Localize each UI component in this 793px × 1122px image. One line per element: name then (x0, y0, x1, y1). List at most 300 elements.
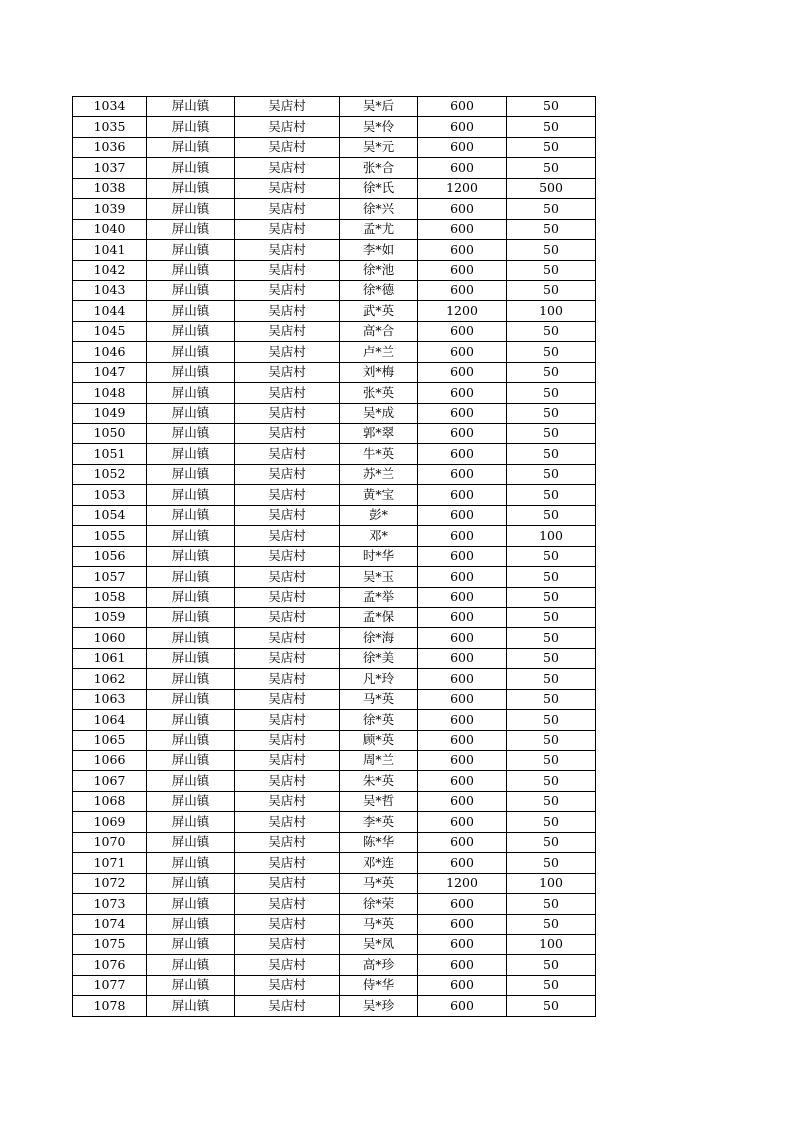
cell-name: 孟*保 (340, 607, 418, 627)
cell-subsidy: 100 (507, 934, 596, 954)
table-row (73, 342, 596, 362)
cell-index: 1046 (73, 342, 147, 362)
cell-amount: 600 (418, 669, 507, 689)
cell-town: 屏山镇 (147, 607, 235, 627)
table-row (73, 383, 596, 403)
table-row (73, 362, 596, 382)
cell-amount: 600 (418, 464, 507, 484)
table-row (73, 996, 596, 1016)
cell-name: 周*兰 (340, 751, 418, 771)
table-row (73, 526, 596, 546)
cell-village: 吴店村 (235, 158, 340, 178)
table-row (73, 158, 596, 178)
cell-town: 屏山镇 (147, 424, 235, 444)
cell-name: 吴*珍 (340, 996, 418, 1016)
cell-amount: 600 (418, 791, 507, 811)
cell-name: 武*英 (340, 301, 418, 321)
table-row (73, 832, 596, 852)
cell-name: 顾*英 (340, 730, 418, 750)
cell-town: 屏山镇 (147, 587, 235, 607)
cell-amount: 600 (418, 996, 507, 1016)
cell-subsidy: 50 (507, 158, 596, 178)
cell-amount: 600 (418, 137, 507, 157)
cell-name: 吴*后 (340, 97, 418, 117)
cell-subsidy: 50 (507, 546, 596, 566)
cell-town: 屏山镇 (147, 342, 235, 362)
cell-village: 吴店村 (235, 403, 340, 423)
cell-index: 1075 (73, 934, 147, 954)
cell-subsidy: 50 (507, 342, 596, 362)
cell-town: 屏山镇 (147, 791, 235, 811)
cell-town: 屏山镇 (147, 975, 235, 995)
cell-name: 徐*兴 (340, 199, 418, 219)
cell-index: 1056 (73, 546, 147, 566)
cell-index: 1074 (73, 914, 147, 934)
cell-town: 屏山镇 (147, 240, 235, 260)
cell-subsidy: 50 (507, 464, 596, 484)
cell-name: 彭* (340, 505, 418, 525)
cell-amount: 1200 (418, 301, 507, 321)
table-row (73, 137, 596, 157)
cell-index: 1034 (73, 97, 147, 117)
cell-town: 屏山镇 (147, 444, 235, 464)
cell-town: 屏山镇 (147, 996, 235, 1016)
cell-town: 屏山镇 (147, 178, 235, 198)
cell-subsidy: 50 (507, 853, 596, 873)
table-row (73, 955, 596, 975)
cell-amount: 600 (418, 812, 507, 832)
cell-index: 1037 (73, 158, 147, 178)
cell-village: 吴店村 (235, 751, 340, 771)
cell-amount: 600 (418, 567, 507, 587)
cell-name: 马*英 (340, 873, 418, 893)
cell-town: 屏山镇 (147, 260, 235, 280)
table-row (73, 853, 596, 873)
cell-village: 吴店村 (235, 505, 340, 525)
cell-village: 吴店村 (235, 791, 340, 811)
cell-index: 1047 (73, 362, 147, 382)
cell-village: 吴店村 (235, 914, 340, 934)
cell-town: 屏山镇 (147, 812, 235, 832)
cell-index: 1057 (73, 567, 147, 587)
cell-subsidy: 50 (507, 567, 596, 587)
table-row (73, 730, 596, 750)
cell-index: 1036 (73, 137, 147, 157)
cell-amount: 600 (418, 832, 507, 852)
cell-subsidy: 50 (507, 424, 596, 444)
cell-village: 吴店村 (235, 607, 340, 627)
cell-index: 1042 (73, 260, 147, 280)
cell-name: 徐*海 (340, 628, 418, 648)
cell-amount: 600 (418, 260, 507, 280)
cell-amount: 600 (418, 362, 507, 382)
table-row (73, 219, 596, 239)
table-row (73, 546, 596, 566)
cell-subsidy: 100 (507, 526, 596, 546)
cell-name: 马*英 (340, 914, 418, 934)
cell-name: 侍*华 (340, 975, 418, 995)
cell-amount: 600 (418, 321, 507, 341)
cell-amount: 1200 (418, 178, 507, 198)
cell-amount: 600 (418, 485, 507, 505)
cell-name: 吴*凤 (340, 934, 418, 954)
cell-name: 凡*玲 (340, 669, 418, 689)
cell-amount: 600 (418, 403, 507, 423)
cell-name: 朱*英 (340, 771, 418, 791)
cell-village: 吴店村 (235, 546, 340, 566)
cell-village: 吴店村 (235, 955, 340, 975)
cell-village: 吴店村 (235, 628, 340, 648)
cell-subsidy: 50 (507, 955, 596, 975)
table-row (73, 812, 596, 832)
cell-amount: 600 (418, 914, 507, 934)
cell-village: 吴店村 (235, 710, 340, 730)
cell-subsidy: 50 (507, 240, 596, 260)
table-row (73, 280, 596, 300)
cell-town: 屏山镇 (147, 280, 235, 300)
table-row (73, 587, 596, 607)
cell-index: 1049 (73, 403, 147, 423)
cell-index: 1043 (73, 280, 147, 300)
cell-subsidy: 50 (507, 403, 596, 423)
cell-name: 徐*美 (340, 648, 418, 668)
cell-subsidy: 50 (507, 710, 596, 730)
cell-name: 苏*兰 (340, 464, 418, 484)
cell-name: 郭*翠 (340, 424, 418, 444)
cell-amount: 600 (418, 199, 507, 219)
cell-index: 1062 (73, 669, 147, 689)
cell-amount: 600 (418, 97, 507, 117)
cell-subsidy: 50 (507, 975, 596, 995)
cell-amount: 600 (418, 771, 507, 791)
table-row (73, 689, 596, 709)
cell-subsidy: 50 (507, 137, 596, 157)
cell-amount: 600 (418, 342, 507, 362)
cell-village: 吴店村 (235, 669, 340, 689)
cell-index: 1051 (73, 444, 147, 464)
cell-village: 吴店村 (235, 587, 340, 607)
cell-subsidy: 50 (507, 444, 596, 464)
cell-subsidy: 50 (507, 914, 596, 934)
cell-subsidy: 50 (507, 628, 596, 648)
cell-subsidy: 50 (507, 894, 596, 914)
cell-town: 屏山镇 (147, 158, 235, 178)
cell-subsidy: 50 (507, 260, 596, 280)
cell-village: 吴店村 (235, 526, 340, 546)
cell-village: 吴店村 (235, 567, 340, 587)
cell-town: 屏山镇 (147, 955, 235, 975)
cell-name: 李*英 (340, 812, 418, 832)
cell-town: 屏山镇 (147, 730, 235, 750)
cell-index: 1071 (73, 853, 147, 873)
cell-name: 陈*华 (340, 832, 418, 852)
cell-amount: 600 (418, 117, 507, 137)
cell-amount: 600 (418, 383, 507, 403)
cell-subsidy: 500 (507, 178, 596, 198)
cell-name: 邓*连 (340, 853, 418, 873)
cell-town: 屏山镇 (147, 546, 235, 566)
cell-village: 吴店村 (235, 199, 340, 219)
cell-village: 吴店村 (235, 117, 340, 137)
cell-town: 屏山镇 (147, 362, 235, 382)
cell-village: 吴店村 (235, 832, 340, 852)
table-row (73, 710, 596, 730)
cell-town: 屏山镇 (147, 853, 235, 873)
cell-amount: 600 (418, 607, 507, 627)
cell-town: 屏山镇 (147, 894, 235, 914)
cell-subsidy: 50 (507, 648, 596, 668)
cell-town: 屏山镇 (147, 403, 235, 423)
table-row (73, 873, 596, 893)
table-row (73, 117, 596, 137)
cell-index: 1077 (73, 975, 147, 995)
cell-town: 屏山镇 (147, 669, 235, 689)
cell-town: 屏山镇 (147, 199, 235, 219)
cell-town: 屏山镇 (147, 321, 235, 341)
cell-subsidy: 50 (507, 505, 596, 525)
cell-village: 吴店村 (235, 485, 340, 505)
cell-name: 吴*玉 (340, 567, 418, 587)
cell-town: 屏山镇 (147, 689, 235, 709)
cell-index: 1054 (73, 505, 147, 525)
cell-amount: 600 (418, 587, 507, 607)
cell-town: 屏山镇 (147, 567, 235, 587)
cell-village: 吴店村 (235, 383, 340, 403)
table-row (73, 240, 596, 260)
cell-subsidy: 50 (507, 97, 596, 117)
table-row (73, 628, 596, 648)
cell-amount: 600 (418, 424, 507, 444)
cell-name: 马*英 (340, 689, 418, 709)
cell-name: 徐*德 (340, 280, 418, 300)
cell-index: 1063 (73, 689, 147, 709)
table-row (73, 791, 596, 811)
table-row (73, 607, 596, 627)
cell-name: 卢*兰 (340, 342, 418, 362)
cell-index: 1068 (73, 791, 147, 811)
cell-village: 吴店村 (235, 178, 340, 198)
cell-village: 吴店村 (235, 362, 340, 382)
cell-village: 吴店村 (235, 648, 340, 668)
table-row (73, 975, 596, 995)
cell-subsidy: 50 (507, 362, 596, 382)
table-row (73, 485, 596, 505)
cell-subsidy: 50 (507, 751, 596, 771)
cell-name: 李*如 (340, 240, 418, 260)
cell-amount: 600 (418, 730, 507, 750)
table-row (73, 97, 596, 117)
cell-amount: 600 (418, 219, 507, 239)
table-row (73, 178, 596, 198)
table-row (73, 301, 596, 321)
cell-subsidy: 50 (507, 689, 596, 709)
cell-subsidy: 100 (507, 301, 596, 321)
cell-town: 屏山镇 (147, 97, 235, 117)
data-table (72, 96, 596, 1017)
cell-index: 1048 (73, 383, 147, 403)
cell-name: 吴*成 (340, 403, 418, 423)
table-row (73, 914, 596, 934)
cell-index: 1060 (73, 628, 147, 648)
cell-amount: 1200 (418, 873, 507, 893)
cell-amount: 600 (418, 526, 507, 546)
cell-name: 徐*氏 (340, 178, 418, 198)
cell-index: 1066 (73, 751, 147, 771)
cell-subsidy: 50 (507, 730, 596, 750)
cell-index: 1061 (73, 648, 147, 668)
cell-index: 1076 (73, 955, 147, 975)
cell-index: 1039 (73, 199, 147, 219)
cell-index: 1052 (73, 464, 147, 484)
cell-amount: 600 (418, 955, 507, 975)
cell-name: 孟*尤 (340, 219, 418, 239)
cell-village: 吴店村 (235, 853, 340, 873)
cell-amount: 600 (418, 894, 507, 914)
cell-town: 屏山镇 (147, 934, 235, 954)
cell-village: 吴店村 (235, 689, 340, 709)
cell-village: 吴店村 (235, 812, 340, 832)
cell-index: 1064 (73, 710, 147, 730)
cell-village: 吴店村 (235, 934, 340, 954)
cell-subsidy: 50 (507, 832, 596, 852)
cell-village: 吴店村 (235, 975, 340, 995)
cell-name: 吴*元 (340, 137, 418, 157)
table-row (73, 648, 596, 668)
table-row (73, 199, 596, 219)
cell-village: 吴店村 (235, 730, 340, 750)
cell-subsidy: 50 (507, 280, 596, 300)
cell-town: 屏山镇 (147, 301, 235, 321)
cell-town: 屏山镇 (147, 628, 235, 648)
table-row (73, 403, 596, 423)
cell-subsidy: 50 (507, 812, 596, 832)
cell-name: 张*英 (340, 383, 418, 403)
cell-index: 1035 (73, 117, 147, 137)
table-row (73, 894, 596, 914)
cell-name: 徐*英 (340, 710, 418, 730)
cell-index: 1041 (73, 240, 147, 260)
cell-index: 1058 (73, 587, 147, 607)
cell-index: 1053 (73, 485, 147, 505)
table-row (73, 444, 596, 464)
cell-village: 吴店村 (235, 873, 340, 893)
cell-village: 吴店村 (235, 894, 340, 914)
cell-name: 高*合 (340, 321, 418, 341)
table-row (73, 321, 596, 341)
cell-town: 屏山镇 (147, 117, 235, 137)
cell-name: 高*珍 (340, 955, 418, 975)
cell-amount: 600 (418, 648, 507, 668)
cell-village: 吴店村 (235, 464, 340, 484)
cell-name: 徐*荣 (340, 894, 418, 914)
cell-town: 屏山镇 (147, 832, 235, 852)
cell-subsidy: 50 (507, 607, 596, 627)
cell-village: 吴店村 (235, 240, 340, 260)
cell-town: 屏山镇 (147, 526, 235, 546)
cell-town: 屏山镇 (147, 485, 235, 505)
cell-index: 1059 (73, 607, 147, 627)
cell-town: 屏山镇 (147, 219, 235, 239)
cell-name: 孟*举 (340, 587, 418, 607)
cell-town: 屏山镇 (147, 383, 235, 403)
cell-index: 1055 (73, 526, 147, 546)
cell-index: 1065 (73, 730, 147, 750)
table-row (73, 260, 596, 280)
cell-village: 吴店村 (235, 137, 340, 157)
cell-amount: 600 (418, 546, 507, 566)
cell-amount: 600 (418, 689, 507, 709)
cell-name: 时*华 (340, 546, 418, 566)
cell-village: 吴店村 (235, 280, 340, 300)
cell-village: 吴店村 (235, 301, 340, 321)
table-row (73, 771, 596, 791)
cell-amount: 600 (418, 751, 507, 771)
cell-index: 1045 (73, 321, 147, 341)
table-row (73, 424, 596, 444)
cell-name: 吴*哲 (340, 791, 418, 811)
cell-name: 黄*宝 (340, 485, 418, 505)
cell-town: 屏山镇 (147, 505, 235, 525)
cell-subsidy: 50 (507, 771, 596, 791)
table-row (73, 934, 596, 954)
cell-name: 徐*池 (340, 260, 418, 280)
cell-index: 1070 (73, 832, 147, 852)
cell-index: 1078 (73, 996, 147, 1016)
cell-village: 吴店村 (235, 260, 340, 280)
cell-town: 屏山镇 (147, 751, 235, 771)
cell-amount: 600 (418, 158, 507, 178)
cell-amount: 600 (418, 628, 507, 648)
cell-town: 屏山镇 (147, 914, 235, 934)
cell-town: 屏山镇 (147, 710, 235, 730)
cell-village: 吴店村 (235, 444, 340, 464)
cell-amount: 600 (418, 975, 507, 995)
cell-subsidy: 50 (507, 321, 596, 341)
cell-subsidy: 50 (507, 117, 596, 137)
cell-subsidy: 50 (507, 219, 596, 239)
cell-index: 1069 (73, 812, 147, 832)
cell-village: 吴店村 (235, 424, 340, 444)
cell-subsidy: 100 (507, 873, 596, 893)
cell-village: 吴店村 (235, 321, 340, 341)
cell-index: 1067 (73, 771, 147, 791)
table-row (73, 464, 596, 484)
cell-amount: 600 (418, 240, 507, 260)
cell-subsidy: 50 (507, 996, 596, 1016)
cell-subsidy: 50 (507, 669, 596, 689)
cell-index: 1050 (73, 424, 147, 444)
cell-name: 吴*伶 (340, 117, 418, 137)
cell-town: 屏山镇 (147, 137, 235, 157)
cell-subsidy: 50 (507, 791, 596, 811)
cell-amount: 600 (418, 934, 507, 954)
table-row (73, 669, 596, 689)
cell-name: 刘*梅 (340, 362, 418, 382)
cell-name: 邓* (340, 526, 418, 546)
cell-town: 屏山镇 (147, 873, 235, 893)
cell-index: 1044 (73, 301, 147, 321)
cell-subsidy: 50 (507, 485, 596, 505)
cell-subsidy: 50 (507, 199, 596, 219)
cell-village: 吴店村 (235, 342, 340, 362)
cell-village: 吴店村 (235, 97, 340, 117)
table-row (73, 505, 596, 525)
table-body (73, 97, 596, 1017)
cell-index: 1040 (73, 219, 147, 239)
cell-name: 牛*英 (340, 444, 418, 464)
cell-index: 1072 (73, 873, 147, 893)
cell-village: 吴店村 (235, 996, 340, 1016)
